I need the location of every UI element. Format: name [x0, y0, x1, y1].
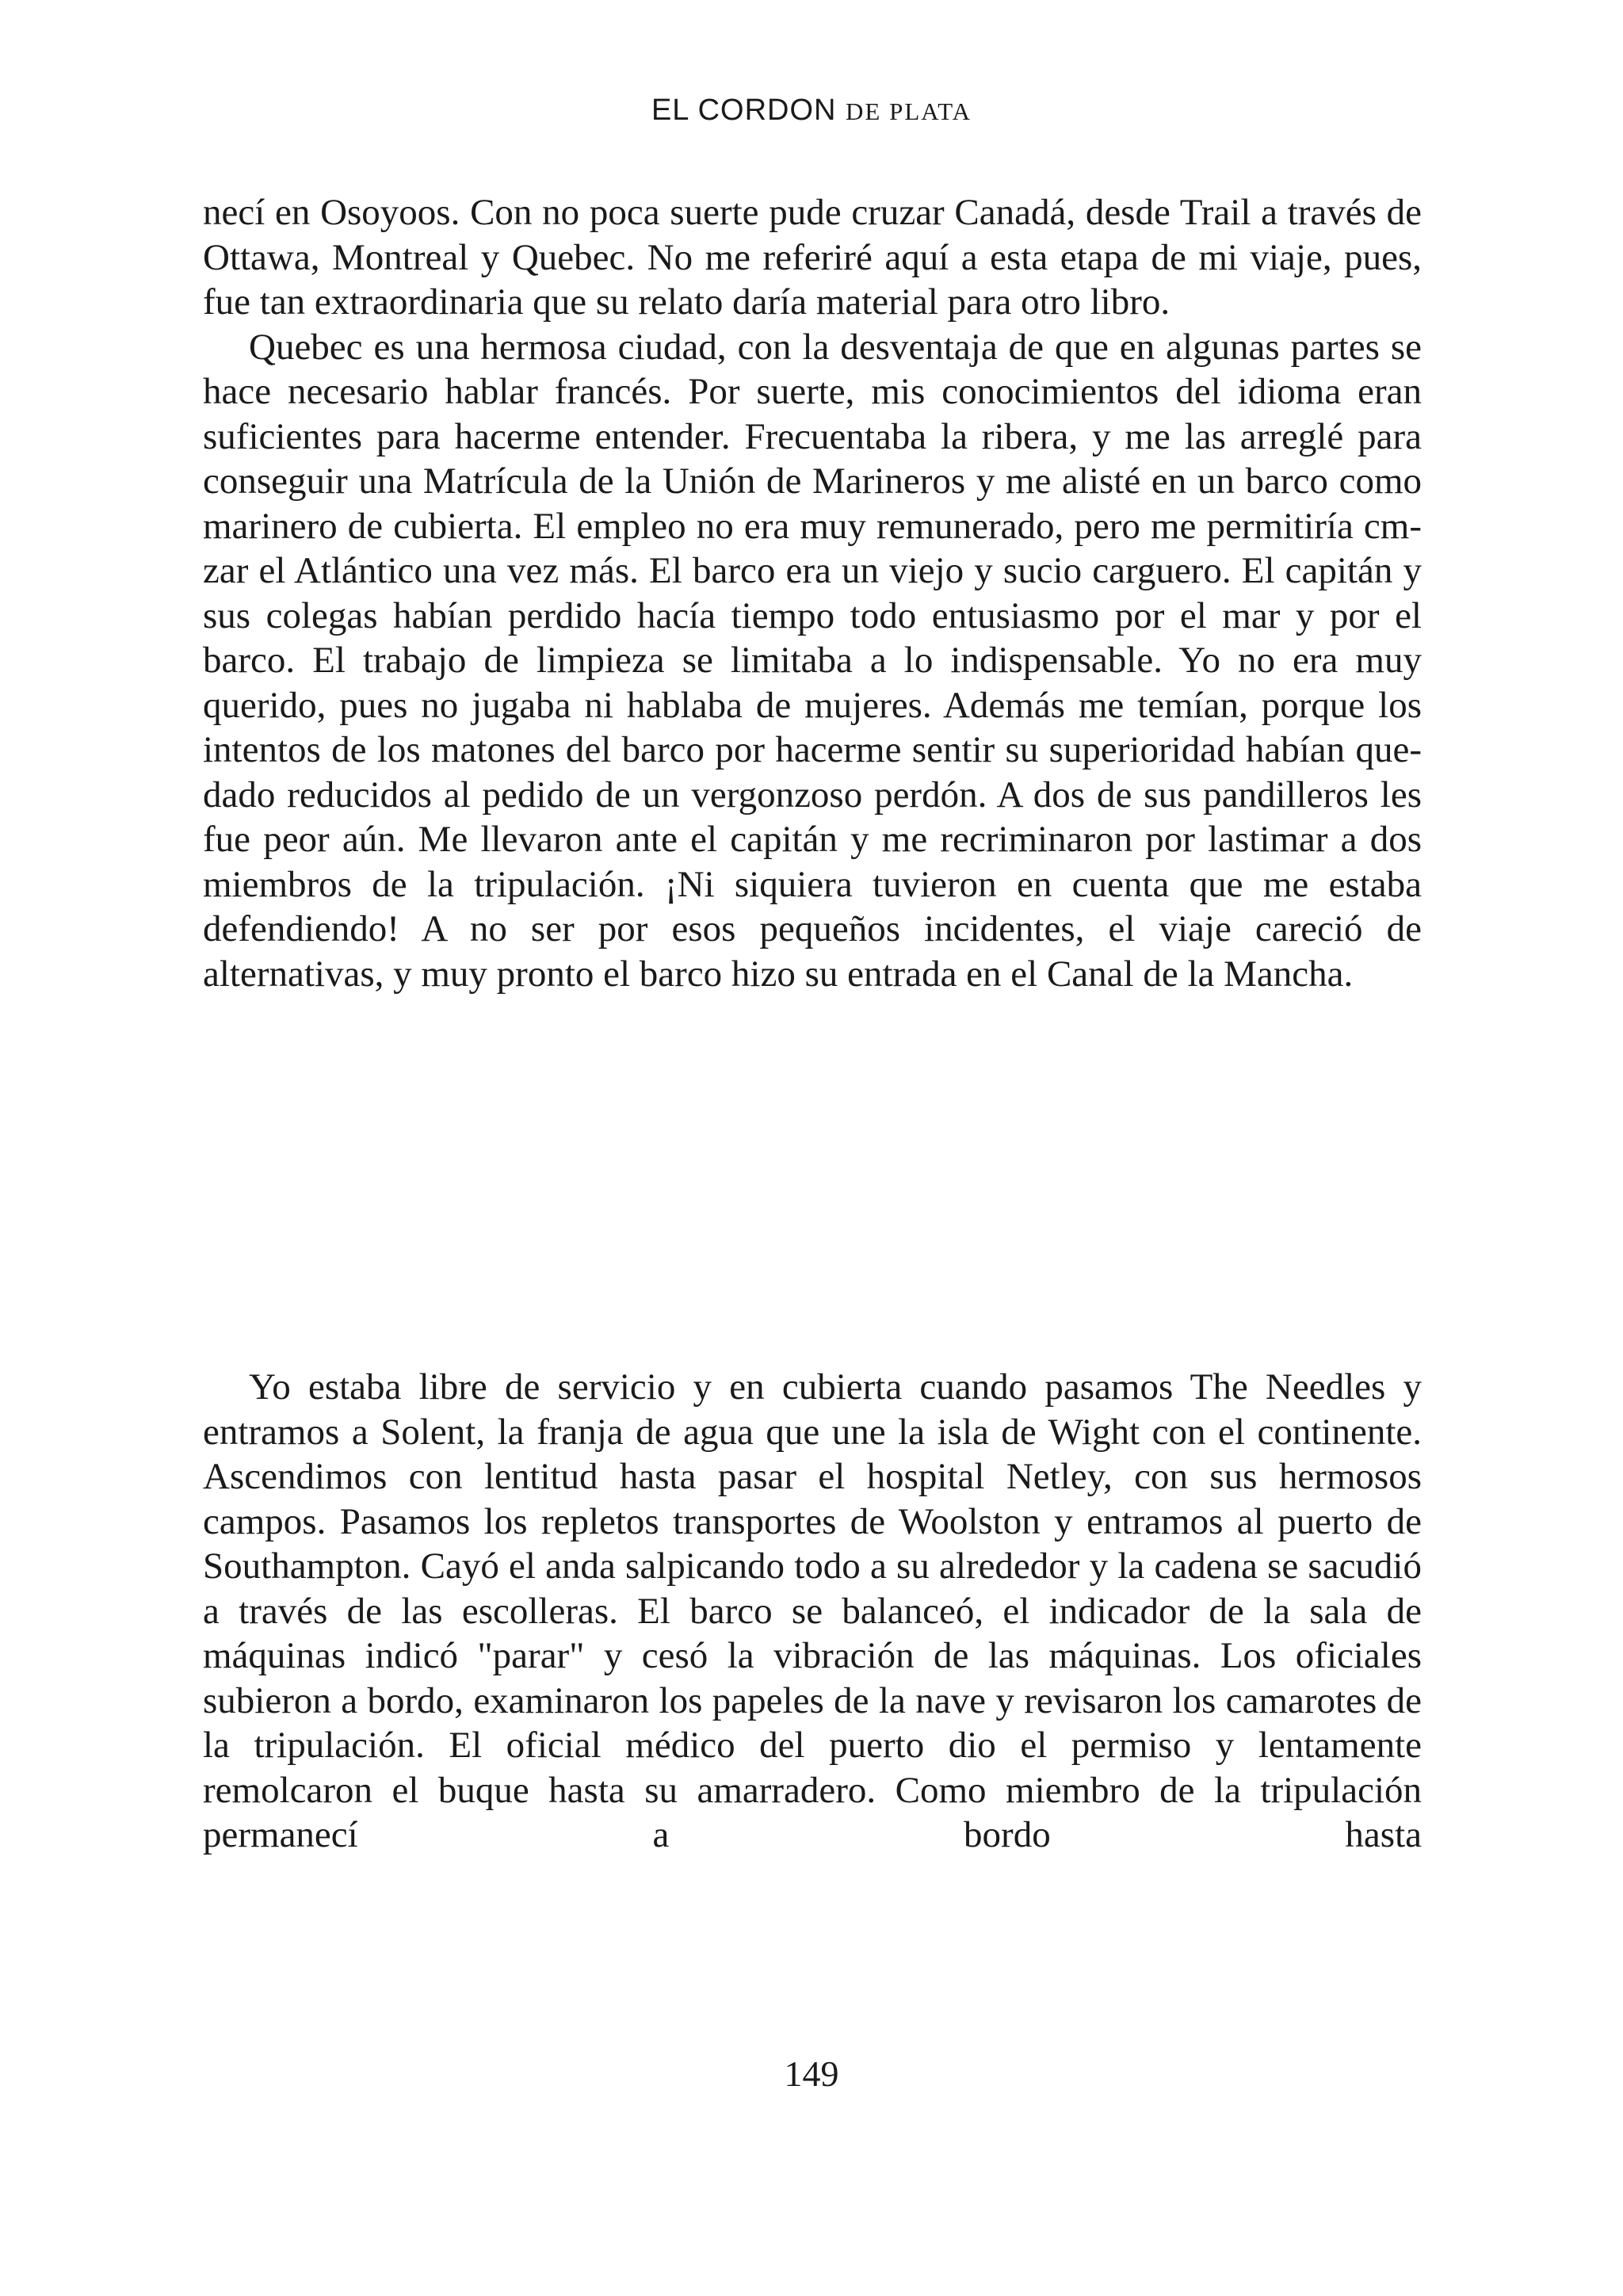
page-number: 149	[784, 2053, 839, 2094]
paragraph-quebec: Quebec es una hermosa ciudad, con la desventaja de que en algunas partes se hace necesario hablar francés. Por suerte, mis conocimientos del idioma eran suficientes para hacerme entender. Frecuentaba la ribera, y me las arreglé para conseguir una Matrícula de la Unión de Marineros y me alisté en un barco como marinero de cubierta. El empleo no era muy remunerado, pero me permitiría cmzar el Atlántico una vez más. El barco era un viejo y sucio carguero. El capitán y sus colegas habían perdido hacía tiempo todo entusiasmo por el mar y por el barco. El trabajo de limpieza se limitaba a lo indispensable. Yo no era muy querido, pues no jugaba ni hablaba de mujeres. Además me temían, porque los intentos de los matones del barco por hacerme sentir su superioridad habían quedado reducidos al pedido de un vergonzoso perdón. A dos de sus pandilleros les fue peor aún. Me llevaron ante el capitán y me recriminaron por lastimar a dos miembros de la tripulación. ¡Ni siquiera tuvieron en cuenta que me estaba defendiendo! A no ser por esos pequeños incidentes, el viaje careció de alternativas, y muy pronto el barco hizo su entrada en el Canal de la Mancha.	[203, 326, 1422, 995]
running-header	[0, 94, 1623, 128]
text-block-bottom	[203, 1365, 1422, 1858]
header-title-small: DE PLATA	[846, 97, 972, 125]
paragraph-southampton: Yo estaba libre de servicio y en cubierta cuando pasamos The Needles y entramos a Solent, la franja de agua que une la isla de Wight con el continente. Ascendimos con lentitud hasta pasar el hospital Netley, con sus hermosos campos. Pasamos los repletos transportes de Woolston y entramos al puerto de Southampton. Cayó el anda salpicando todo a su alrededor y la cadena se sacudió a través de las escolleras. El barco se balanceó, el indicador de la sala de máquinas indicó "parar" y cesó la vibración de las máquinas. Los oficiales subieron a bordo, examinaron los papeles de la nave y revisaron los camarotes de la tripulación. El oficial médico del puerto dio el permiso y lentamente remolcaron el buque hasta su amarradero. Como miembro de la tripulación permanecí a bordo hasta	[203, 1366, 1422, 1855]
header-title-main: EL CORDON	[651, 94, 837, 127]
paragraph-continuation: necí en Osoyoos. Con no poca suerte pude cruzar Canadá, desde Trail a través de Ottawa, Montreal y Quebec. No me referiré aquí a esta etapa de mi viaje, pues, fue tan extraordinaria que su relato daría material para otro libro.	[203, 192, 1422, 323]
text-block-top	[203, 190, 1422, 996]
